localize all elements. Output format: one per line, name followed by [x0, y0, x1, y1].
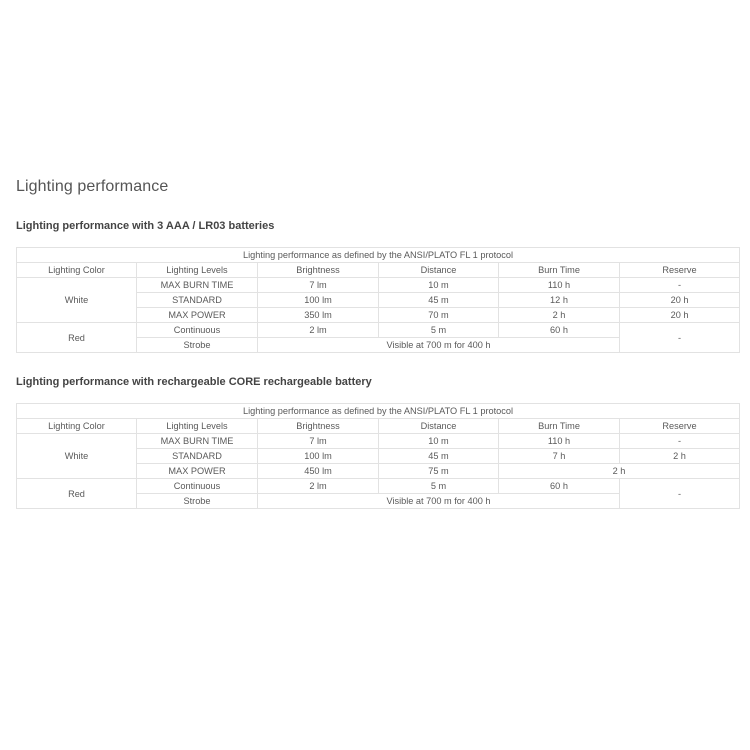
header-lighting-color: Lighting Color — [17, 419, 137, 434]
brightness-cell: 7 lm — [258, 434, 379, 449]
color-cell-white: White — [17, 434, 137, 479]
header-lighting-color: Lighting Color — [17, 263, 137, 278]
burn-time-cell: 110 h — [499, 278, 620, 293]
burn-time-cell: 2 h — [499, 308, 620, 323]
table-caption-row — [17, 404, 740, 419]
header-brightness: Brightness — [258, 263, 379, 278]
strobe-note-cell: Visible at 700 m for 400 h — [258, 338, 620, 353]
header-burn-time: Burn Time — [499, 419, 620, 434]
table-header-row — [17, 419, 740, 434]
level-cell: MAX POWER — [137, 464, 258, 479]
distance-cell: 75 m — [379, 464, 499, 479]
table-row — [17, 434, 740, 449]
table-row — [17, 479, 740, 494]
level-cell: Strobe — [137, 494, 258, 509]
burn-time-cell: 110 h — [499, 434, 620, 449]
header-burn-time: Burn Time — [499, 263, 620, 278]
header-lighting-levels: Lighting Levels — [137, 419, 258, 434]
brightness-cell: 350 lm — [258, 308, 379, 323]
header-reserve: Reserve — [620, 419, 740, 434]
level-cell: Continuous — [137, 323, 258, 338]
distance-cell: 45 m — [379, 449, 499, 464]
color-cell-red: Red — [17, 479, 137, 509]
brightness-cell: 450 lm — [258, 464, 379, 479]
header-reserve: Reserve — [620, 263, 740, 278]
burn-time-cell: 60 h — [499, 479, 620, 494]
level-cell: MAX BURN TIME — [137, 434, 258, 449]
table-caption-row — [17, 248, 740, 263]
distance-cell: 5 m — [379, 323, 499, 338]
level-cell: Strobe — [137, 338, 258, 353]
brightness-cell: 100 lm — [258, 293, 379, 308]
brightness-cell: 2 lm — [258, 323, 379, 338]
burn-time-cell: 12 h — [499, 293, 620, 308]
burn-time-cell: 7 h — [499, 449, 620, 464]
header-distance: Distance — [379, 419, 499, 434]
section-title-core-battery: Lighting performance with rechargeable CORE rechargeable battery — [16, 376, 372, 388]
reserve-cell: 20 h — [620, 308, 740, 323]
brightness-cell: 2 lm — [258, 479, 379, 494]
reserve-cell: - — [620, 323, 740, 353]
table-header-row — [17, 263, 740, 278]
strobe-note-cell: Visible at 700 m for 400 h — [258, 494, 620, 509]
performance-table-aaa — [16, 247, 740, 353]
distance-cell: 10 m — [379, 434, 499, 449]
color-cell-white: White — [17, 278, 137, 323]
table-caption: Lighting performance as defined by the ANSI/PLATO FL 1 protocol — [17, 404, 740, 419]
reserve-cell: 20 h — [620, 293, 740, 308]
color-cell-red: Red — [17, 323, 137, 353]
level-cell: MAX POWER — [137, 308, 258, 323]
section-title-aaa-batteries: Lighting performance with 3 AAA / LR03 batteries — [16, 220, 275, 232]
table-caption: Lighting performance as defined by the ANSI/PLATO FL 1 protocol — [17, 248, 740, 263]
level-cell: STANDARD — [137, 293, 258, 308]
brightness-cell: 7 lm — [258, 278, 379, 293]
header-brightness: Brightness — [258, 419, 379, 434]
performance-table-core — [16, 403, 740, 509]
brightness-cell: 100 lm — [258, 449, 379, 464]
distance-cell: 5 m — [379, 479, 499, 494]
burn-time-cell: 60 h — [499, 323, 620, 338]
page-title: Lighting performance — [16, 178, 169, 195]
level-cell: Continuous — [137, 479, 258, 494]
table-row — [17, 323, 740, 338]
reserve-cell: - — [620, 479, 740, 509]
distance-cell: 45 m — [379, 293, 499, 308]
reserve-cell: - — [620, 434, 740, 449]
level-cell: STANDARD — [137, 449, 258, 464]
level-cell: MAX BURN TIME — [137, 278, 258, 293]
distance-cell: 70 m — [379, 308, 499, 323]
header-distance: Distance — [379, 263, 499, 278]
header-lighting-levels: Lighting Levels — [137, 263, 258, 278]
table-row — [17, 278, 740, 293]
reserve-cell: 2 h — [620, 449, 740, 464]
distance-cell: 10 m — [379, 278, 499, 293]
reserve-cell: - — [620, 278, 740, 293]
burn-reserve-cell: 2 h — [499, 464, 740, 479]
